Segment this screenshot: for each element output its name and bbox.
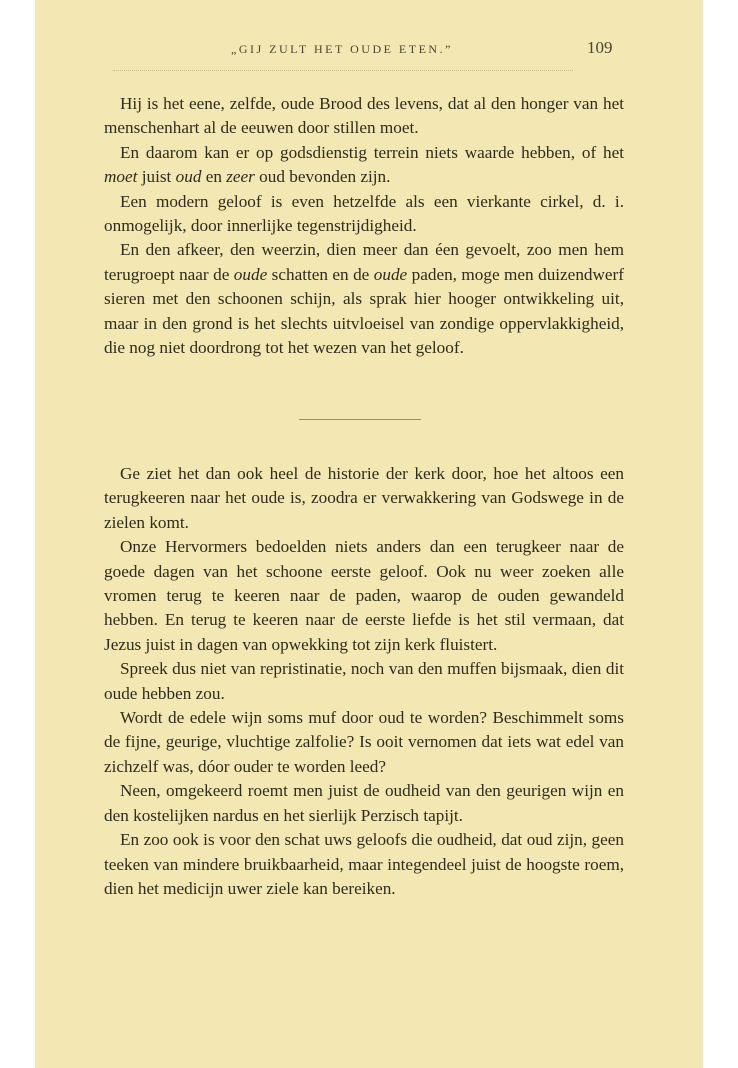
paragraph: Hij is het eene, zelfde, oude Brood des levens, dat al den honger van het menschenhart al de eeuwen door stillen moet. — [104, 94, 624, 138]
paragraph: Ge ziet het dan ook heel de historie der kerk door, hoe het altoos een terugkeeren naar het oude is, zoodra er verwakkering van Godswege in de zielen komt. — [104, 464, 624, 532]
paragraph: Onze Hervormers bedoelden niets anders dan een terugkeer naar de goede dagen van het schoone eerste geloof. Ook nu weer zoeken alle vromen terug te keeren naar de paden, waarop de ouden gewandeld hebben. En terug te keeren naar de eerste liefde is het stil vermaan, dat Jezus juist in dagen van opwekking tot zijn kerk fluistert. — [104, 537, 624, 654]
paragraph: Wordt de edele wijn soms muf door oud te worden? Beschimmelt soms de fijne, geurige, vluchtige zalfolie? Is ooit vernomen dat iets wat edel van zichzelf was, dóor ouder te worden leed? — [104, 708, 624, 776]
paragraph: En daarom kan er op godsdienstig terrein niets waarde hebben, of het moet juist oud en zeer oud bevonden zijn. — [104, 142, 624, 187]
page-header — [35, 36, 703, 66]
text-block-lower — [104, 462, 624, 901]
paragraph: Een modern geloof is even hetzelfde als een vierkante cirkel, d. i. onmogelijk, door innerlijke tegenstrijdigheid. — [104, 191, 624, 236]
paragraph: En zoo ook is voor den schat uws geloofs die oudheid, dat oud zijn, geen teeken van mindere bruikbaarheid, maar integendeel juist de hoogste roem, dien het medicijn uwer ziele kan bereiken. — [104, 830, 624, 898]
book-page — [35, 0, 703, 1068]
header-rule — [113, 70, 573, 71]
text-block-upper — [104, 92, 624, 360]
paragraph: Neen, omgekeerd roemt men juist de oudheid van den geurigen wijn en den kostelijken nardus en het sierlijk Perzisch tapijt. — [104, 781, 624, 825]
paragraph: Spreek dus niet van repristinatie, noch van den muffen bijsmaak, dien dit oude hebben zou. — [104, 659, 624, 703]
running-title: „GIJ ZULT HET OUDE ETEN.” — [231, 42, 453, 56]
page-number: 109 — [587, 38, 613, 57]
section-divider — [299, 419, 421, 420]
paragraph: En den afkeer, den weerzin, dien meer dan éen gevoelt, zoo men hem terugroept naar de oude schatten en de oude paden, moge men duizendwerf sieren met den schoonen schijn, als sprak hier hooger ontwikkeling uit, maar in den grond is het slechts uitvloeisel van zondige oppervlakkigheid, die nog niet doordrong tot het wezen van het geloof. — [104, 240, 624, 358]
